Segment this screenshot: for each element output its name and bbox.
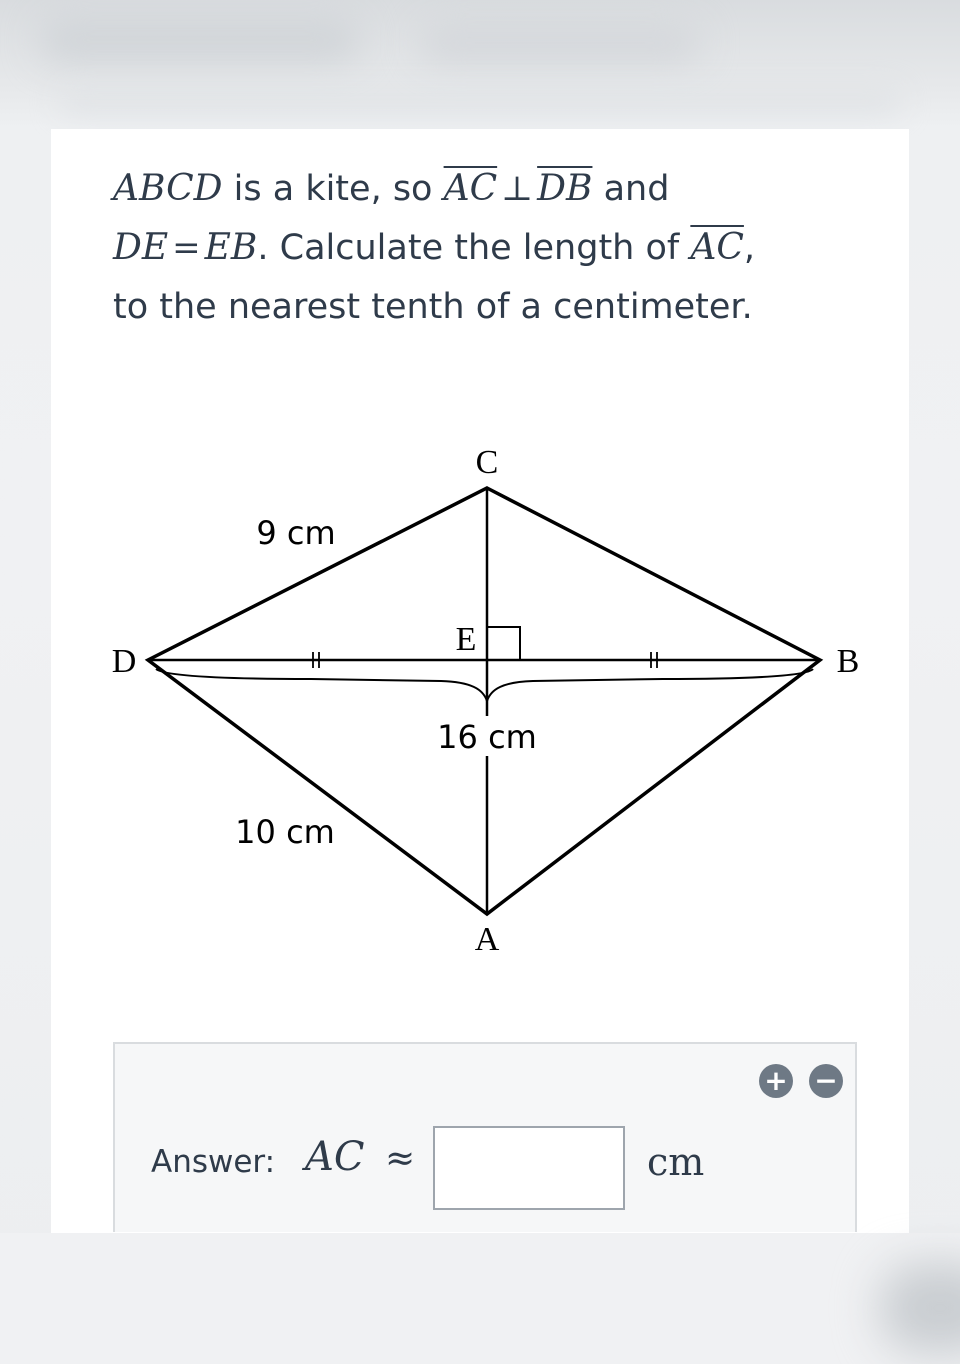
- diagonal-label-db: 16 cm: [437, 718, 537, 756]
- question-comma: ,: [743, 228, 756, 268]
- math-db-segment: $\overline{DB}$: [537, 168, 593, 209]
- question-text-part2: . Calculate the length of: [257, 228, 691, 268]
- side-label-da: 10 cm: [235, 813, 335, 851]
- vertex-label-e: E: [455, 621, 477, 658]
- math-abcd: ABCD: [113, 168, 223, 209]
- blurred-footer-background: [0, 1233, 960, 1364]
- math-eb: EB: [204, 227, 258, 268]
- answer-area: [113, 1042, 857, 1232]
- vertex-label-a: A: [474, 921, 500, 958]
- brace-db: [156, 669, 813, 701]
- answer-variable: AC: [305, 1134, 365, 1180]
- answer-unit: cm: [647, 1140, 705, 1184]
- question-text-part1: is a kite, so: [222, 169, 444, 209]
- math-de: DE: [113, 227, 169, 268]
- minus-circle-icon[interactable]: −: [809, 1064, 843, 1098]
- question-card: [51, 129, 909, 1233]
- vertex-label-d: D: [111, 643, 137, 680]
- equals-symbol: =: [172, 228, 201, 268]
- plus-circle-icon[interactable]: +: [759, 1064, 793, 1098]
- question-text-line3: to the nearest tenth of a centimeter.: [113, 287, 753, 327]
- question-text-and: and: [592, 169, 670, 209]
- blurred-header-background: [0, 0, 960, 128]
- side-label-dc: 9 cm: [256, 514, 336, 552]
- right-angle-mark: [487, 627, 520, 660]
- approx-symbol: ≈: [385, 1138, 416, 1179]
- math-ac-segment: $\overline{AC}$: [443, 168, 498, 209]
- answer-input[interactable]: [433, 1126, 625, 1210]
- math-ac-segment-2: $\overline{AC}$: [690, 227, 744, 268]
- vertex-label-b: B: [836, 643, 860, 680]
- answer-label: Answer:: [151, 1144, 276, 1180]
- perpendicular-symbol: ⊥: [501, 169, 534, 209]
- vertex-label-c: C: [475, 444, 499, 481]
